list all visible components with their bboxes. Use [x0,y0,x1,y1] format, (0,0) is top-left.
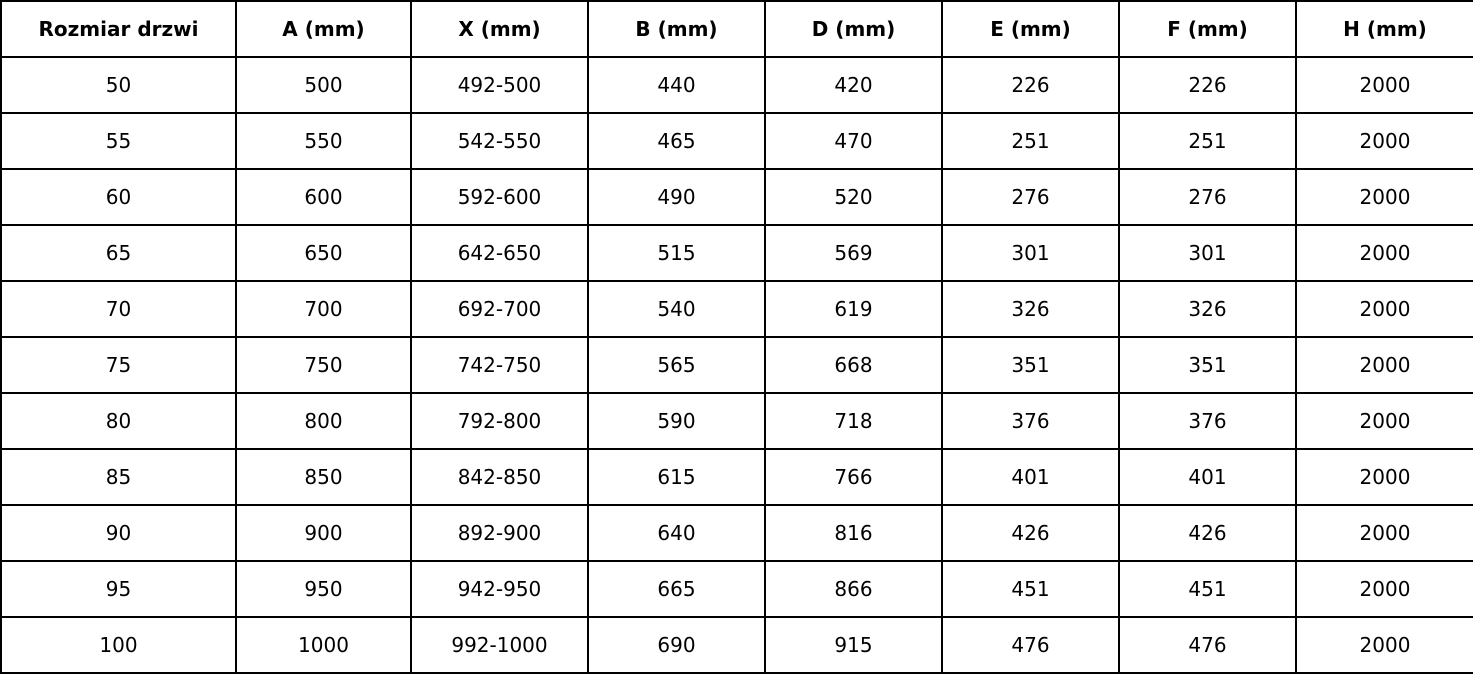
cell-door-size: 90 [1,505,236,561]
cell-x: 942-950 [411,561,588,617]
cell-h: 2000 [1296,337,1473,393]
cell-x: 992-1000 [411,617,588,673]
cell-e: 276 [942,169,1119,225]
cell-a: 800 [236,393,411,449]
cell-a: 1000 [236,617,411,673]
cell-h: 2000 [1296,281,1473,337]
table-row [1,225,1473,281]
cell-b: 565 [588,337,765,393]
cell-door-size: 65 [1,225,236,281]
cell-d: 816 [765,505,942,561]
table-row [1,393,1473,449]
cell-e: 326 [942,281,1119,337]
cell-h: 2000 [1296,169,1473,225]
cell-b: 465 [588,113,765,169]
cell-b: 540 [588,281,765,337]
cell-a: 900 [236,505,411,561]
cell-f: 451 [1119,561,1296,617]
cell-b: 640 [588,505,765,561]
table-header-row [1,1,1473,57]
cell-f: 476 [1119,617,1296,673]
cell-e: 251 [942,113,1119,169]
cell-e: 301 [942,225,1119,281]
column-header-d: D (mm) [765,1,942,57]
cell-x: 842-850 [411,449,588,505]
cell-x: 692-700 [411,281,588,337]
cell-f: 326 [1119,281,1296,337]
cell-b: 490 [588,169,765,225]
column-header-e: E (mm) [942,1,1119,57]
cell-door-size: 50 [1,57,236,113]
table-row [1,505,1473,561]
cell-f: 401 [1119,449,1296,505]
cell-d: 866 [765,561,942,617]
cell-e: 426 [942,505,1119,561]
cell-x: 492-500 [411,57,588,113]
cell-f: 301 [1119,225,1296,281]
cell-f: 426 [1119,505,1296,561]
cell-d: 718 [765,393,942,449]
column-header-x: X (mm) [411,1,588,57]
table-row [1,169,1473,225]
cell-b: 665 [588,561,765,617]
cell-door-size: 70 [1,281,236,337]
cell-a: 550 [236,113,411,169]
cell-x: 542-550 [411,113,588,169]
table-row [1,449,1473,505]
cell-h: 2000 [1296,113,1473,169]
cell-d: 915 [765,617,942,673]
cell-door-size: 60 [1,169,236,225]
cell-d: 470 [765,113,942,169]
cell-e: 476 [942,617,1119,673]
cell-h: 2000 [1296,561,1473,617]
cell-door-size: 100 [1,617,236,673]
cell-x: 592-600 [411,169,588,225]
cell-f: 276 [1119,169,1296,225]
cell-door-size: 75 [1,337,236,393]
column-header-b: B (mm) [588,1,765,57]
column-header-h: H (mm) [1296,1,1473,57]
cell-a: 950 [236,561,411,617]
cell-a: 600 [236,169,411,225]
cell-x: 642-650 [411,225,588,281]
column-header-door-size: Rozmiar drzwi [1,1,236,57]
table-row [1,281,1473,337]
cell-e: 451 [942,561,1119,617]
cell-h: 2000 [1296,617,1473,673]
cell-f: 351 [1119,337,1296,393]
cell-d: 668 [765,337,942,393]
cell-door-size: 95 [1,561,236,617]
table-row [1,617,1473,673]
cell-door-size: 80 [1,393,236,449]
cell-b: 590 [588,393,765,449]
cell-x: 742-750 [411,337,588,393]
cell-h: 2000 [1296,225,1473,281]
cell-door-size: 85 [1,449,236,505]
cell-b: 440 [588,57,765,113]
cell-b: 690 [588,617,765,673]
cell-door-size: 55 [1,113,236,169]
cell-e: 376 [942,393,1119,449]
cell-h: 2000 [1296,57,1473,113]
cell-h: 2000 [1296,505,1473,561]
cell-d: 520 [765,169,942,225]
cell-x: 792-800 [411,393,588,449]
cell-d: 569 [765,225,942,281]
cell-d: 766 [765,449,942,505]
table-row [1,561,1473,617]
cell-e: 351 [942,337,1119,393]
cell-d: 619 [765,281,942,337]
cell-f: 251 [1119,113,1296,169]
cell-a: 750 [236,337,411,393]
cell-b: 615 [588,449,765,505]
table-row [1,57,1473,113]
table-body [1,57,1473,673]
cell-f: 376 [1119,393,1296,449]
table-header [1,1,1473,57]
cell-d: 420 [765,57,942,113]
column-header-f: F (mm) [1119,1,1296,57]
cell-a: 850 [236,449,411,505]
cell-a: 700 [236,281,411,337]
cell-b: 515 [588,225,765,281]
cell-e: 226 [942,57,1119,113]
table-row [1,113,1473,169]
column-header-a: A (mm) [236,1,411,57]
cell-h: 2000 [1296,393,1473,449]
cell-a: 650 [236,225,411,281]
cell-x: 892-900 [411,505,588,561]
table-row [1,337,1473,393]
cell-a: 500 [236,57,411,113]
cell-h: 2000 [1296,449,1473,505]
cell-f: 226 [1119,57,1296,113]
cell-e: 401 [942,449,1119,505]
